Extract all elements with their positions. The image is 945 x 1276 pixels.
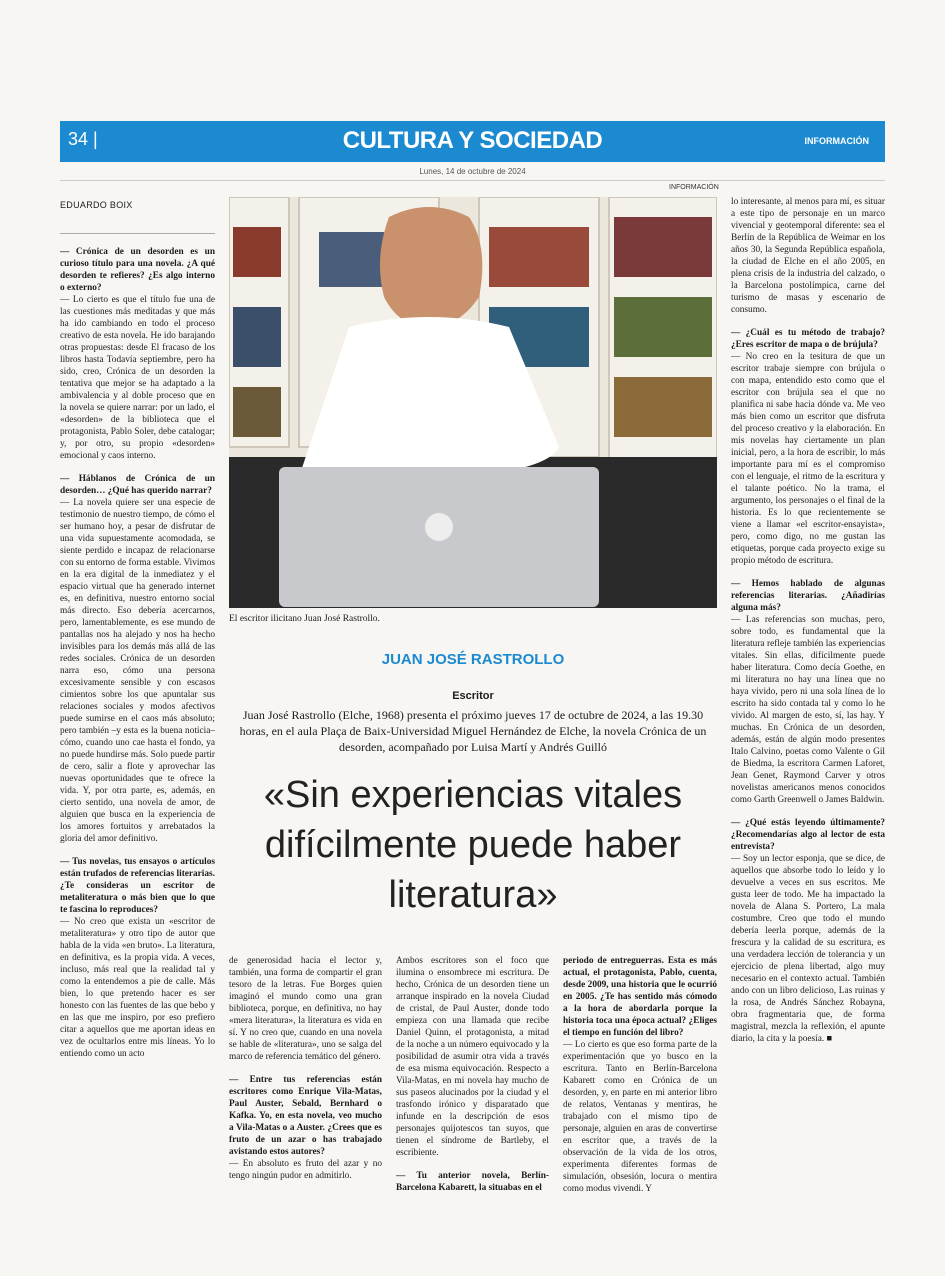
answer: Ambos escritores son el foco que ilumina o ensombrece mi escritura. De hecho, Crónica de un desorden tiene un arranque inspirado en la novela Ciudad de cristal, de Paul Auster, donde todo empieza con una llamada que recibe Daniel Quinn, el protagonista, a mitad de la noche a un número equivocado y la posibilidad de asumir otra vida a través de esa misma equivocación. Respecto a Vila-Matas, en mi novela hay mucho de sus paseos alucinados por la ciudad y el trasfondo irónico y disparatado que infunde en la descripción de esos personajes quijotescos tan suyos, que tienen el síndrome de Bartleby, el escribiente.: [396, 956, 549, 1158]
question: — Entre tus referencias están escritores como Enrique Vila-Matas, Paul Auster, Sebald, Bernhard o Kafka. Yo, en esta novela, veo mucho a Vila-Matas o a Auster. ¿Crees que es fruto de un azar o has trabajado avistando estos autores?: [229, 1075, 382, 1157]
photo-caption: El escritor ilicitano Juan José Rastrollo.: [229, 614, 380, 624]
column-1: [60, 246, 215, 1256]
column-2: [229, 955, 382, 1260]
interviewee-role: Escritor: [452, 690, 494, 702]
answer: — No creo en la tesitura de que un escritor trabaje siempre con brújula o con mapa, entendido esto como que el escritor con brújula sea el que no planifica ni sabe hacia dónde va. Me veo más bien como un escritor que disfruta del proceso creativo y la elaboración. En mis novelas hay ciertamente un plan inicial, pero, a la hora de escribir, lo más importante para mí es el compromiso con el lenguaje, el ritmo de la escritura y el talante poético. No la trama, el argumento, los personajes o el final de la historia. Es lo que recientemente se viene a llamar «el escritor-ensayista», pero, como digo, no me gustan las etiquetas, porque cada proyecto exige su propio método de escritura.: [731, 352, 885, 566]
answer: — En absoluto es fruto del azar y no tengo ningún pudor en admitirlo.: [229, 1159, 382, 1181]
question: — Tu anterior novela, Berlín-Barcelona Kabarett, la situabas en el: [396, 1171, 549, 1193]
answer: — La novela quiere ser una especie de testimonio de nuestro tiempo, de cómo el ser humano hoy, a pesar de disfrutar de una vida supuestamente acomodada, se siente perdido e incapaz de relacionarse con su entorno de forma estable. Vivimos en la era digital de la inmediatez y el espacio virtual que ha generado internet es, en definitiva, nuestro entorno social más directo. Eso debería acercarnos, pero, lamentablemente, es ese mundo de pantallas nos ha alejado y nos ha hecho invisibles para los demás más allá de las redes sociales. Crónica de un desorden narra eso, cómo una persona excesivamente sensible y con escasos cimientos sobre los que apuntalar sus relaciones sociales y modos afectivos puede sumirse en el caos más absoluto; pero también –y esta es la buena noticia– cómo, cuando uno cae hasta el fondo, ya no puede hundirse más. Solo puede partir de cero, salir a flote y aprovechar las nuevas oportunidades que te ofrece la vida. Y, por otra parte, es, además, en cierto sentido, una novela de amor, de alguien que busca en la experiencia de los amores fortuitos y arrebatados la gloria del amor definitivo.: [60, 498, 215, 844]
answer: lo interesante, al menos para mí, es situar a este tipo de personaje en un marco vivencial y geotemporal diferente: sea el Berlín de la República de Weimar en los años 30, la Segunda República española, la ciudad de Elche en el año 2005, en plena crisis de la industria del calzado, o la Barcelona postolímpica, carne del turismo de masas y escenario de consumo.: [731, 197, 885, 315]
answer: — Lo cierto es que el título fue una de las cuestiones más meditadas y que más ha ido cambiando en todo el proceso creativo de esta novela. He ido barajando otras propuestas: desde El fracaso de los libros hasta Todavía septiembre, pero ha sido, creo, Crónica de un desorden la tentativa que mejor se ha adaptado a la ambivalencia y al doble proceso que en la novela se quiere narrar: por un lado, el «desorden» de la biblioteca que el protagonista, Pablo Soler, debe catalogar; y, por otro, su propio «desorden» emocional y caos interno.: [60, 295, 215, 461]
photo-illustration: [229, 197, 717, 608]
question: — Crónica de un desorden es un curioso título para una novela. ¿A qué desorden te refieres? ¿Es algo interno o externo?: [60, 247, 215, 293]
header-divider: [60, 180, 885, 181]
newspaper-brand: INFORMACIÓN: [804, 136, 869, 146]
interviewee-name: JUAN JOSÉ RASTROLLO: [381, 651, 565, 668]
question: — ¿Cuál es tu método de trabajo? ¿Eres escritor de mapa o de brújula?: [731, 328, 885, 350]
headline-quote: «Sin experiencias vitales difícilmente puede haber literatura»: [263, 774, 683, 916]
question: — ¿Qué estás leyendo últimamente? ¿Recomendarías algo al lector de esta entrevista?: [731, 818, 885, 852]
question: — Hemos hablado de algunas referencias literarias. ¿Añadirías alguna más?: [731, 579, 885, 613]
byline-divider: [60, 233, 215, 234]
column-5: [731, 196, 885, 1258]
author-photo: [229, 197, 717, 608]
question: periodo de entreguerras. Esta es más actual, el protagonista, Pablo, cuenta, desde 2009, una historia que le ocurrió en 2005. ¿Te has sentido más cómodo a la hora de abordarla porque la historia toca una época actual? ¿Eliges el tiempo en función del libro?: [563, 956, 717, 1038]
photo-source: INFORMACIÓN: [669, 184, 719, 191]
column-3: [396, 955, 549, 1260]
page-number: 34 |: [68, 129, 98, 149]
section-header: [60, 121, 885, 162]
answer: — Las referencias son muchas, pero, sobre todo, es fundamental que la literatura refleje también las experiencias vitales. Sin ellas, difícilmente puede haber literatura. Como decía Goethe, en mi literatura no hay una línea que no haya vivido, pero ni una sola línea de lo escrito ha sido contada tal y como lo he vivido. Al margen de esto, sí, las hay. Y muchas. En Crónica de un desorden, además, están de algún modo presentes Italo Calvino, poetas como Valente o Gil de Biedma, la escritora Carmen Laforet, Jean Genet, Raymond Carver y otros novelistas americanos menos conocidos como Garth Greenwell o James Baldwin.: [731, 615, 885, 805]
section-title: CULTURA Y SOCIEDAD: [342, 127, 603, 154]
intro-text: Juan José Rastrollo (Elche, 1968) presenta el próximo jueves 17 de octubre de 2024, a las 19.30 horas, en el aula Plaça de Baix-Universidad Miguel Hernández de Elche, la novela Crónica de un desorden, acompañado por Luisa Martí y Andrés Guilló: [239, 708, 707, 754]
answer: — Lo cierto es que eso forma parte de la experimentación que yo busco en la escritura. Tanto en Berlín-Barcelona Kabarett como en Crónica de un desorden, y, en parte en mi anterior libro de relatos, Ventanas y mentiras, he trabajado con el mismo tipo de personaje, alguien en aras de convertirse en escritor que, a través de la observación de la vida de los otros, experimenta diferentes formas de simulación, obsesión, locura o mentira como modus vivendi. Y: [563, 1040, 717, 1194]
answer: — No creo que exista un «escritor de metaliteratura» y otro tipo de autor que habla de la vida «en bruto». La literatura, en definitiva, es la propia vida. A veces, incluso, más real que la realidad tal y como la entendemos a pie de calle. Más bien, lo que pretendo hacer es ser honesto con las fuentes de las que bebo y en las que me inspiro, por eso prefiero citar a aquellos que me aportan ideas en vez de ocultarlos entre mis líneas. Yo lo entiendo como un acto: [60, 917, 215, 1059]
question: — Tus novelas, tus ensayos o artículos están trufados de referencias literarias. ¿Te consideras un escritor de metaliteratura o más bien que lo que te fascina lo reproduces?: [60, 857, 215, 915]
answer: — Soy un lector esponja, que se dice, de aquellos que absorbe todo lo leído y lo devuelve a veces en sus escritos. Me gusta leer de todo. Me ha impactado la novela de Alana S. Portero, La mala costumbre. Creo que todo el mundo debería leerla porque, además de la frescura y la calidad de su escritura, es una verdadera lección de tolerancia y un ejercicio de plena libertad, algo muy necesario en el contexto actual. También ando con un libro delicioso, Las ruinas y la rosa, de Andrés Sánchez Robayna, obra fragmentaria que, de forma magistral, mezcla la reflexión, el apunte diario, la cita y la poesía. ■: [731, 854, 885, 1044]
column-4: [563, 955, 717, 1260]
answer: de generosidad hacia el lector y, también, una forma de compartir el gran tesoro de la letras. Fue Borges quien imaginó el mundo como una gran biblioteca, porque, en definitiva, no hay «mera literatura», la literatura es vida en sí. Y no creo que, cuando en una novela se hable de «literatura», uno se salga del marco de referencia temático del género.: [229, 956, 382, 1062]
byline: EDUARDO BOIX: [60, 200, 133, 210]
issue-date: Lunes, 14 de octubre de 2024: [419, 167, 526, 176]
question: — Háblanos de Crónica de un desorden… ¿Qué has querido narrar?: [60, 474, 215, 496]
